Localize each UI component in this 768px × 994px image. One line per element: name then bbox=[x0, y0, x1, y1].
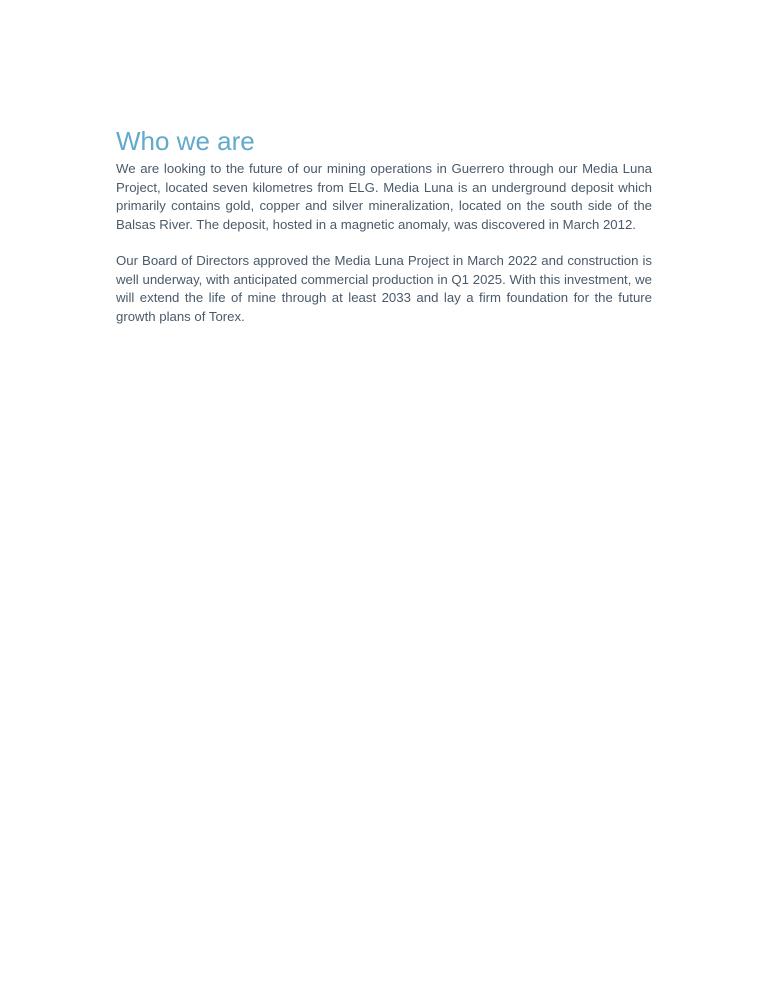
paragraph-media-luna-project: We are looking to the future of our mining operations in Guerrero through our Media Luna Project, located seven kilometres from ELG. Media Luna is an underground deposit which primarily contains gold, copper and silver mineralization, located on the south side of the Balsas River. The deposit, hosted in a magnetic anomaly, was discovered in March 2012. bbox=[116, 161, 652, 232]
document-page bbox=[116, 124, 652, 326]
paragraph-board-approval: Our Board of Directors approved the Media Luna Project in March 2022 and construction is well underway, with anticipated commercial production in Q1 2025. With this investment, we will extend the life of mine through at least 2033 and lay a firm foundation for the future growth plans of Torex. bbox=[116, 253, 652, 324]
section-heading: Who we are bbox=[116, 126, 255, 156]
